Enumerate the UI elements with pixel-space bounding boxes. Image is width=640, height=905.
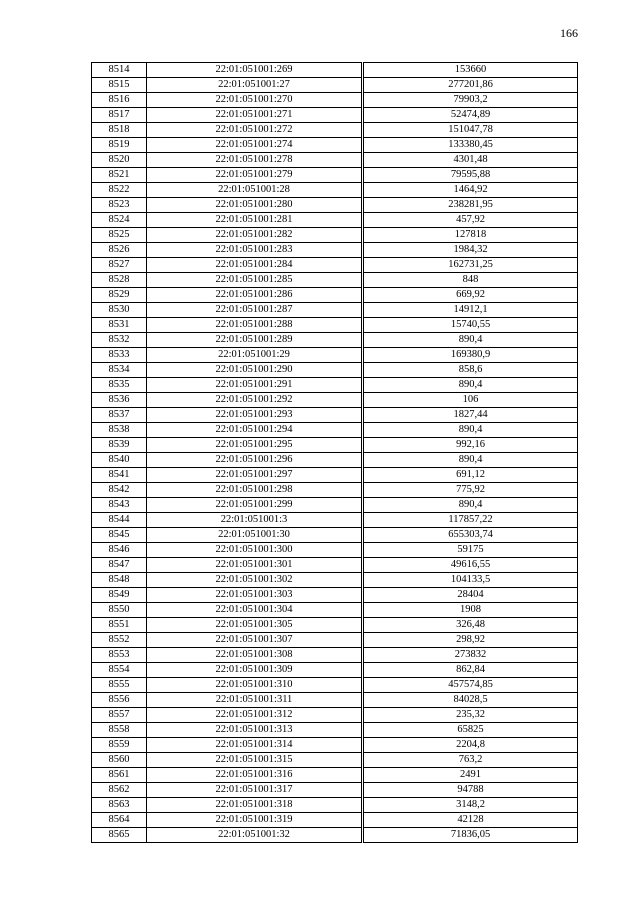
row-number-cell: 8547 <box>92 558 147 573</box>
table-row <box>92 768 578 783</box>
table-row <box>92 678 578 693</box>
cadastral-number-cell: 22:01:051001:299 <box>147 498 362 513</box>
cadastral-number-cell: 22:01:051001:307 <box>147 633 362 648</box>
cadastral-number-cell: 22:01:051001:270 <box>147 93 362 108</box>
row-number-cell: 8534 <box>92 363 147 378</box>
table-row <box>92 273 578 288</box>
cadastral-number-cell: 22:01:051001:271 <box>147 108 362 123</box>
cadastral-value-cell: 79595,88 <box>364 168 578 183</box>
row-number-cell: 8561 <box>92 768 147 783</box>
table-row <box>92 648 578 663</box>
cadastral-value-cell: 169380,9 <box>364 348 578 363</box>
row-number-cell: 8517 <box>92 108 147 123</box>
row-number-cell: 8550 <box>92 603 147 618</box>
cadastral-number-cell: 22:01:051001:32 <box>147 828 362 843</box>
table-row <box>92 168 578 183</box>
cadastral-value-cell: 992,16 <box>364 438 578 453</box>
cadastral-value-cell: 15740,55 <box>364 318 578 333</box>
cadastral-number-cell: 22:01:051001:303 <box>147 588 362 603</box>
table-row <box>92 363 578 378</box>
table-row <box>92 423 578 438</box>
cadastral-number-cell: 22:01:051001:281 <box>147 213 362 228</box>
cadastral-value-cell: 848 <box>364 273 578 288</box>
cadastral-number-cell: 22:01:051001:284 <box>147 258 362 273</box>
table-row <box>92 663 578 678</box>
cadastral-number-cell: 22:01:051001:30 <box>147 528 362 543</box>
cadastral-number-cell: 22:01:051001:285 <box>147 273 362 288</box>
cadastral-number-cell: 22:01:051001:269 <box>147 63 362 78</box>
cadastral-value-cell: 326,48 <box>364 618 578 633</box>
cadastral-number-cell: 22:01:051001:311 <box>147 693 362 708</box>
row-number-cell: 8523 <box>92 198 147 213</box>
cadastral-value-cell: 3148,2 <box>364 798 578 813</box>
cadastral-value-cell: 106 <box>364 393 578 408</box>
cadastral-number-cell: 22:01:051001:288 <box>147 318 362 333</box>
cadastral-number-cell: 22:01:051001:302 <box>147 573 362 588</box>
row-number-cell: 8527 <box>92 258 147 273</box>
cadastral-value-cell: 153660 <box>364 63 578 78</box>
row-number-cell: 8556 <box>92 693 147 708</box>
table-row <box>92 468 578 483</box>
cadastral-value-cell: 2204,8 <box>364 738 578 753</box>
cadastral-number-cell: 22:01:051001:315 <box>147 753 362 768</box>
row-number-cell: 8529 <box>92 288 147 303</box>
cadastral-value-cell: 457,92 <box>364 213 578 228</box>
cadastral-value-cell: 763,2 <box>364 753 578 768</box>
cadastral-number-cell: 22:01:051001:272 <box>147 123 362 138</box>
row-number-cell: 8518 <box>92 123 147 138</box>
cadastral-value-cell: 238281,95 <box>364 198 578 213</box>
row-number-cell: 8545 <box>92 528 147 543</box>
table-body <box>92 63 578 843</box>
cadastral-value-cell: 1827,44 <box>364 408 578 423</box>
table-row <box>92 603 578 618</box>
cadastral-number-cell: 22:01:051001:310 <box>147 678 362 693</box>
row-number-cell: 8539 <box>92 438 147 453</box>
row-number-cell: 8521 <box>92 168 147 183</box>
cadastral-value-cell: 117857,22 <box>364 513 578 528</box>
cadastral-number-cell: 22:01:051001:316 <box>147 768 362 783</box>
row-number-cell: 8520 <box>92 153 147 168</box>
row-number-cell: 8519 <box>92 138 147 153</box>
cadastral-value-cell: 49616,55 <box>364 558 578 573</box>
table-row <box>92 753 578 768</box>
cadastral-number-cell: 22:01:051001:312 <box>147 708 362 723</box>
cadastral-number-cell: 22:01:051001:309 <box>147 663 362 678</box>
cadastral-number-cell: 22:01:051001:317 <box>147 783 362 798</box>
cadastral-number-cell: 22:01:051001:291 <box>147 378 362 393</box>
cadastral-value-cell: 79903,2 <box>364 93 578 108</box>
table-row <box>92 153 578 168</box>
row-number-cell: 8551 <box>92 618 147 633</box>
table-row <box>92 738 578 753</box>
cadastral-value-cell: 890,4 <box>364 378 578 393</box>
row-number-cell: 8532 <box>92 333 147 348</box>
table-row <box>92 63 578 78</box>
cadastral-number-cell: 22:01:051001:286 <box>147 288 362 303</box>
cadastral-number-cell: 22:01:051001:296 <box>147 453 362 468</box>
table-row <box>92 198 578 213</box>
cadastral-number-cell: 22:01:051001:319 <box>147 813 362 828</box>
row-number-cell: 8538 <box>92 423 147 438</box>
row-number-cell: 8542 <box>92 483 147 498</box>
table-row <box>92 123 578 138</box>
cadastral-value-cell: 104133,5 <box>364 573 578 588</box>
cadastral-value-cell: 277201,86 <box>364 78 578 93</box>
cadastral-number-cell: 22:01:051001:313 <box>147 723 362 738</box>
cadastral-value-cell: 4301,48 <box>364 153 578 168</box>
cadastral-number-cell: 22:01:051001:293 <box>147 408 362 423</box>
row-number-cell: 8535 <box>92 378 147 393</box>
cadastral-value-cell: 52474,89 <box>364 108 578 123</box>
row-number-cell: 8537 <box>92 408 147 423</box>
cadastral-number-cell: 22:01:051001:318 <box>147 798 362 813</box>
cadastral-value-cell: 127818 <box>364 228 578 243</box>
cadastral-value-cell: 858,6 <box>364 363 578 378</box>
cadastral-value-cell: 862,84 <box>364 663 578 678</box>
cadastral-number-cell: 22:01:051001:314 <box>147 738 362 753</box>
cadastral-value-cell: 1984,32 <box>364 243 578 258</box>
table-row <box>92 813 578 828</box>
row-number-cell: 8564 <box>92 813 147 828</box>
cadastral-number-cell: 22:01:051001:28 <box>147 183 362 198</box>
cadastral-value-cell: 890,4 <box>364 453 578 468</box>
cadastral-value-cell: 890,4 <box>364 498 578 513</box>
cadastral-number-cell: 22:01:051001:283 <box>147 243 362 258</box>
table-row <box>92 543 578 558</box>
row-number-cell: 8536 <box>92 393 147 408</box>
row-number-cell: 8516 <box>92 93 147 108</box>
cadastral-number-cell: 22:01:051001:300 <box>147 543 362 558</box>
row-number-cell: 8525 <box>92 228 147 243</box>
table-row <box>92 828 578 843</box>
cadastral-number-cell: 22:01:051001:295 <box>147 438 362 453</box>
row-number-cell: 8552 <box>92 633 147 648</box>
cadastral-value-cell: 669,92 <box>364 288 578 303</box>
table-row <box>92 348 578 363</box>
row-number-cell: 8514 <box>92 63 147 78</box>
cadastral-number-cell: 22:01:051001:301 <box>147 558 362 573</box>
cadastral-value-cell: 65825 <box>364 723 578 738</box>
cadastral-value-cell: 890,4 <box>364 423 578 438</box>
table-row <box>92 108 578 123</box>
row-number-cell: 8554 <box>92 663 147 678</box>
row-number-cell: 8558 <box>92 723 147 738</box>
cadastral-number-cell: 22:01:051001:279 <box>147 168 362 183</box>
table-row <box>92 783 578 798</box>
page-number: 166 <box>560 26 578 40</box>
cadastral-number-cell: 22:01:051001:297 <box>147 468 362 483</box>
cadastral-number-cell: 22:01:051001:27 <box>147 78 362 93</box>
row-number-cell: 8515 <box>92 78 147 93</box>
cadastral-value-cell: 28404 <box>364 588 578 603</box>
cadastral-value-cell: 162731,25 <box>364 258 578 273</box>
row-number-cell: 8549 <box>92 588 147 603</box>
row-number-cell: 8541 <box>92 468 147 483</box>
row-number-cell: 8555 <box>92 678 147 693</box>
row-number-cell: 8563 <box>92 798 147 813</box>
cadastral-number-cell: 22:01:051001:308 <box>147 648 362 663</box>
cadastral-value-cell: 71836,05 <box>364 828 578 843</box>
table-row <box>92 243 578 258</box>
cadastral-number-cell: 22:01:051001:292 <box>147 393 362 408</box>
table-row <box>92 588 578 603</box>
row-number-cell: 8540 <box>92 453 147 468</box>
row-number-cell: 8544 <box>92 513 147 528</box>
row-number-cell: 8546 <box>92 543 147 558</box>
table-row <box>92 213 578 228</box>
row-number-cell: 8543 <box>92 498 147 513</box>
cadastral-number-cell: 22:01:051001:282 <box>147 228 362 243</box>
cadastral-number-cell: 22:01:051001:305 <box>147 618 362 633</box>
cadastral-number-cell: 22:01:051001:304 <box>147 603 362 618</box>
table-row <box>92 453 578 468</box>
cadastral-value-cell: 84028,5 <box>364 693 578 708</box>
cadastral-value-cell: 273832 <box>364 648 578 663</box>
table-row <box>92 93 578 108</box>
cadastral-value-cell: 890,4 <box>364 333 578 348</box>
cadastral-value-cell: 2491 <box>364 768 578 783</box>
row-number-cell: 8565 <box>92 828 147 843</box>
cadastral-value-cell: 42128 <box>364 813 578 828</box>
table-row <box>92 333 578 348</box>
table-row <box>92 438 578 453</box>
cadastral-value-cell: 1908 <box>364 603 578 618</box>
table-row <box>92 528 578 543</box>
table-row <box>92 318 578 333</box>
cadastral-number-cell: 22:01:051001:289 <box>147 333 362 348</box>
table-row <box>92 393 578 408</box>
table-row <box>92 138 578 153</box>
row-number-cell: 8557 <box>92 708 147 723</box>
cadastral-value-cell: 691,12 <box>364 468 578 483</box>
table-row <box>92 798 578 813</box>
table-row <box>92 258 578 273</box>
row-number-cell: 8531 <box>92 318 147 333</box>
cadastral-number-cell: 22:01:051001:3 <box>147 513 362 528</box>
table-row <box>92 498 578 513</box>
cadastral-value-cell: 1464,92 <box>364 183 578 198</box>
cadastral-value-cell: 457574,85 <box>364 678 578 693</box>
table-row <box>92 378 578 393</box>
row-number-cell: 8530 <box>92 303 147 318</box>
table-row <box>92 633 578 648</box>
table-row <box>92 513 578 528</box>
cadastral-number-cell: 22:01:051001:29 <box>147 348 362 363</box>
table-row <box>92 618 578 633</box>
row-number-cell: 8562 <box>92 783 147 798</box>
row-number-cell: 8528 <box>92 273 147 288</box>
cadastral-number-cell: 22:01:051001:287 <box>147 303 362 318</box>
cadastral-number-cell: 22:01:051001:278 <box>147 153 362 168</box>
row-number-cell: 8526 <box>92 243 147 258</box>
cadastral-value-cell: 775,92 <box>364 483 578 498</box>
row-number-cell: 8548 <box>92 573 147 588</box>
cadastral-value-table <box>91 62 578 843</box>
cadastral-value-cell: 298,92 <box>364 633 578 648</box>
table-row <box>92 408 578 423</box>
table-row <box>92 78 578 93</box>
row-number-cell: 8522 <box>92 183 147 198</box>
cadastral-value-cell: 94788 <box>364 783 578 798</box>
cadastral-value-cell: 235,32 <box>364 708 578 723</box>
table-row <box>92 708 578 723</box>
table-row <box>92 558 578 573</box>
row-number-cell: 8559 <box>92 738 147 753</box>
cadastral-number-cell: 22:01:051001:290 <box>147 363 362 378</box>
cadastral-value-cell: 59175 <box>364 543 578 558</box>
cadastral-value-cell: 655303,74 <box>364 528 578 543</box>
table-row <box>92 288 578 303</box>
cadastral-number-cell: 22:01:051001:280 <box>147 198 362 213</box>
table-row <box>92 483 578 498</box>
cadastral-value-cell: 14912,1 <box>364 303 578 318</box>
row-number-cell: 8524 <box>92 213 147 228</box>
table-row <box>92 228 578 243</box>
table-row <box>92 183 578 198</box>
cadastral-number-cell: 22:01:051001:294 <box>147 423 362 438</box>
table-row <box>92 573 578 588</box>
cadastral-number-cell: 22:01:051001:274 <box>147 138 362 153</box>
cadastral-number-cell: 22:01:051001:298 <box>147 483 362 498</box>
table-row <box>92 723 578 738</box>
table-row <box>92 693 578 708</box>
cadastral-value-cell: 133380,45 <box>364 138 578 153</box>
row-number-cell: 8560 <box>92 753 147 768</box>
cadastral-value-cell: 151047,78 <box>364 123 578 138</box>
table-row <box>92 303 578 318</box>
row-number-cell: 8553 <box>92 648 147 663</box>
row-number-cell: 8533 <box>92 348 147 363</box>
